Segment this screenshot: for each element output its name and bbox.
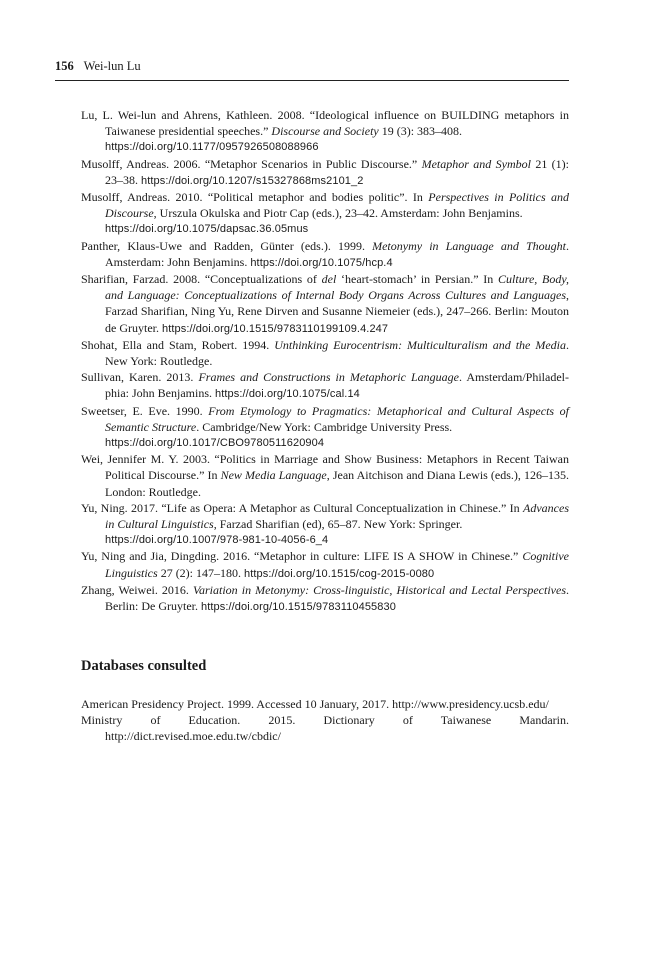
reference-text: Shohat, Ella and Stam, Robert. 1994. [81,337,275,352]
reference-title: From Etymology to Pragmatics: Metaphorical and Cultural Aspects of Semantic Structure [105,403,570,434]
reference-entry-yujia2016 [81,548,569,581]
reference-text: . Amsterdam/Philadelphia: John Benjamins. [105,370,569,401]
reference-text: . Berlin: De Gruyter. [105,582,569,614]
database-list [81,696,569,745]
reference-entry-zhang2016 [81,582,569,615]
page-number: 156 [55,59,74,73]
doi-link[interactable]: https://doi.org/10.1075/hcp.4 [250,256,393,269]
reference-title: Unthinking Eurocentrism: Multiculturalism and the Media [274,337,566,352]
reference-text: Musolff, Andreas. 2010. “Political metaphor and bodies politic”. In [81,190,429,205]
reference-title: Culture, Body, and Language: Conceptualizations of Internal Body Organs Across Cultures and Languages [105,272,570,303]
reference-text: 27 (2): 147–180. [157,565,245,580]
database-entry: Ministry of Education. 2015. Dictionary of Taiwanese Mandarin. http://dict.revised.moe.edu.tw/cbdic/ [81,713,569,744]
reference-text: Zhang, Weiwei. 2016. [81,582,193,597]
reference-text: Musolff, Andreas. 2006. “Metaphor Scenarios in Public Discourse.” [81,156,422,171]
databases-heading: Databases consulted [81,658,207,674]
doi-link[interactable]: https://doi.org/10.1075/dapsac.36.05mus [105,223,309,236]
reference-text: . Amsterdam: John Benjamins. [105,238,569,269]
reference-entry-sullivan2013 [81,369,569,402]
reference-text: 19 (3): 383–408. [378,124,463,139]
reference-text: Yu, Ning. 2017. “Life as Opera: A Metaphor as Cultural Conceptualization in Chinese.” In [81,500,524,515]
reference-title: Metonymy in Language and Thought [372,238,566,253]
doi-link[interactable]: https://doi.org/10.1007/978-981-10-4056-6_4 [105,534,329,547]
doi-link[interactable]: https://doi.org/10.1177/0957926508088966 [105,141,319,154]
reference-entry-musolff2006 [81,156,569,189]
reference-entry-yu2017 [81,500,569,549]
reference-text: . New York: Routledge. [105,337,569,369]
reference-text: , Jean Aitchison and Diana Lewis (eds.), 126–135. London: Routledge. [105,468,569,499]
reference-entry-shohat1994 [81,337,569,369]
reference-text: Wei, Jennifer M. Y. 2003. “Politics in Marriage and Show Business: Metaphors in Recent Taiwan Political Discourse.” In [81,452,569,483]
doi-link[interactable]: https://doi.org/10.1075/cal.14 [215,388,360,401]
reference-title: Metaphor and Symbol [421,156,531,171]
reference-entry-panther1999 [81,238,569,271]
doi-link[interactable]: https://doi.org/10.1515/9783110199109.4.247 [161,322,389,335]
reference-text: , Urszula Okulska and Piotr Cap (eds.), 23–42. Amsterdam: John Benjamins. [153,206,523,221]
reference-title: New Media Language [220,468,327,483]
reference-text: ‘heart-stomach’ in Persian.” In [336,272,499,287]
reference-entry-lu2008 [81,107,569,156]
reference-text: , Farzad Sharifian (ed), 65–87. New York: Springer. [213,517,463,532]
running-header [55,58,569,81]
reference-entry-sharifian2008 [81,271,569,337]
doi-link[interactable]: https://doi.org/10.1515/cog-2015-0080 [244,567,435,580]
doi-link[interactable]: https://doi.org/10.1515/9783110455830 [200,601,396,614]
reference-title: Discourse and Society [271,124,379,139]
doi-link[interactable]: https://doi.org/10.1017/CBO9780511620904 [105,437,325,450]
doi-link[interactable]: https://doi.org/10.1207/s15327868ms2101_2 [141,174,364,187]
reference-text: Sharifian, Farzad. 2008. “Conceptualizations of [81,272,322,287]
reference-text: 21 (1): 23–38. [105,156,570,187]
reference-title: Advances in Cultural Linguistics [105,500,569,532]
database-entry: American Presidency Project. 1999. Accessed 10 January, 2017. http://www.presidency.ucsb.edu/ [81,697,549,711]
reference-text: . Cambridge/New York: Cambridge University Press. [196,419,453,434]
reference-title: Cognitive Linguistics [105,549,569,580]
reference-entry-musolff2010 [81,189,569,238]
reference-text: Panther, Klaus-Uwe and Radden, Günter (eds.). 1999. [81,238,373,253]
reference-text: Sullivan, Karen. 2013. [81,370,199,385]
reference-title: del [321,272,337,287]
reference-text: Yu, Ning and Jia, Dingding. 2016. “Metaphor in culture: LIFE IS A SHOW in Chinese.” [81,549,523,564]
reference-title: Frames and Constructions in Metaphoric Language [198,370,459,385]
reference-entry-sweetser1990 [81,403,569,452]
reference-title: Variation in Metonymy: Cross-linguistic, Historical and Lectal Perspectives [193,582,566,597]
running-author: Wei-lun Lu [83,59,141,73]
reference-title: Perspectives in Politics and Discourse [105,190,569,221]
reference-text: Lu, L. Wei-lun and Ahrens, Kathleen. 2008. “Ideological influence on BUILDING metaphors in Taiwanese presidential speeches.” [81,108,569,139]
reference-text: , Farzad Sharifian, Ning Yu, Rene Dirven and Susanne Niemeier (eds.), 247–266. Berlin: Mouton de Gruyter. [105,288,569,335]
reference-list [81,107,569,615]
reference-entry-wei2003 [81,451,569,500]
reference-text: Sweetser, E. Eve. 1990. [81,403,209,418]
